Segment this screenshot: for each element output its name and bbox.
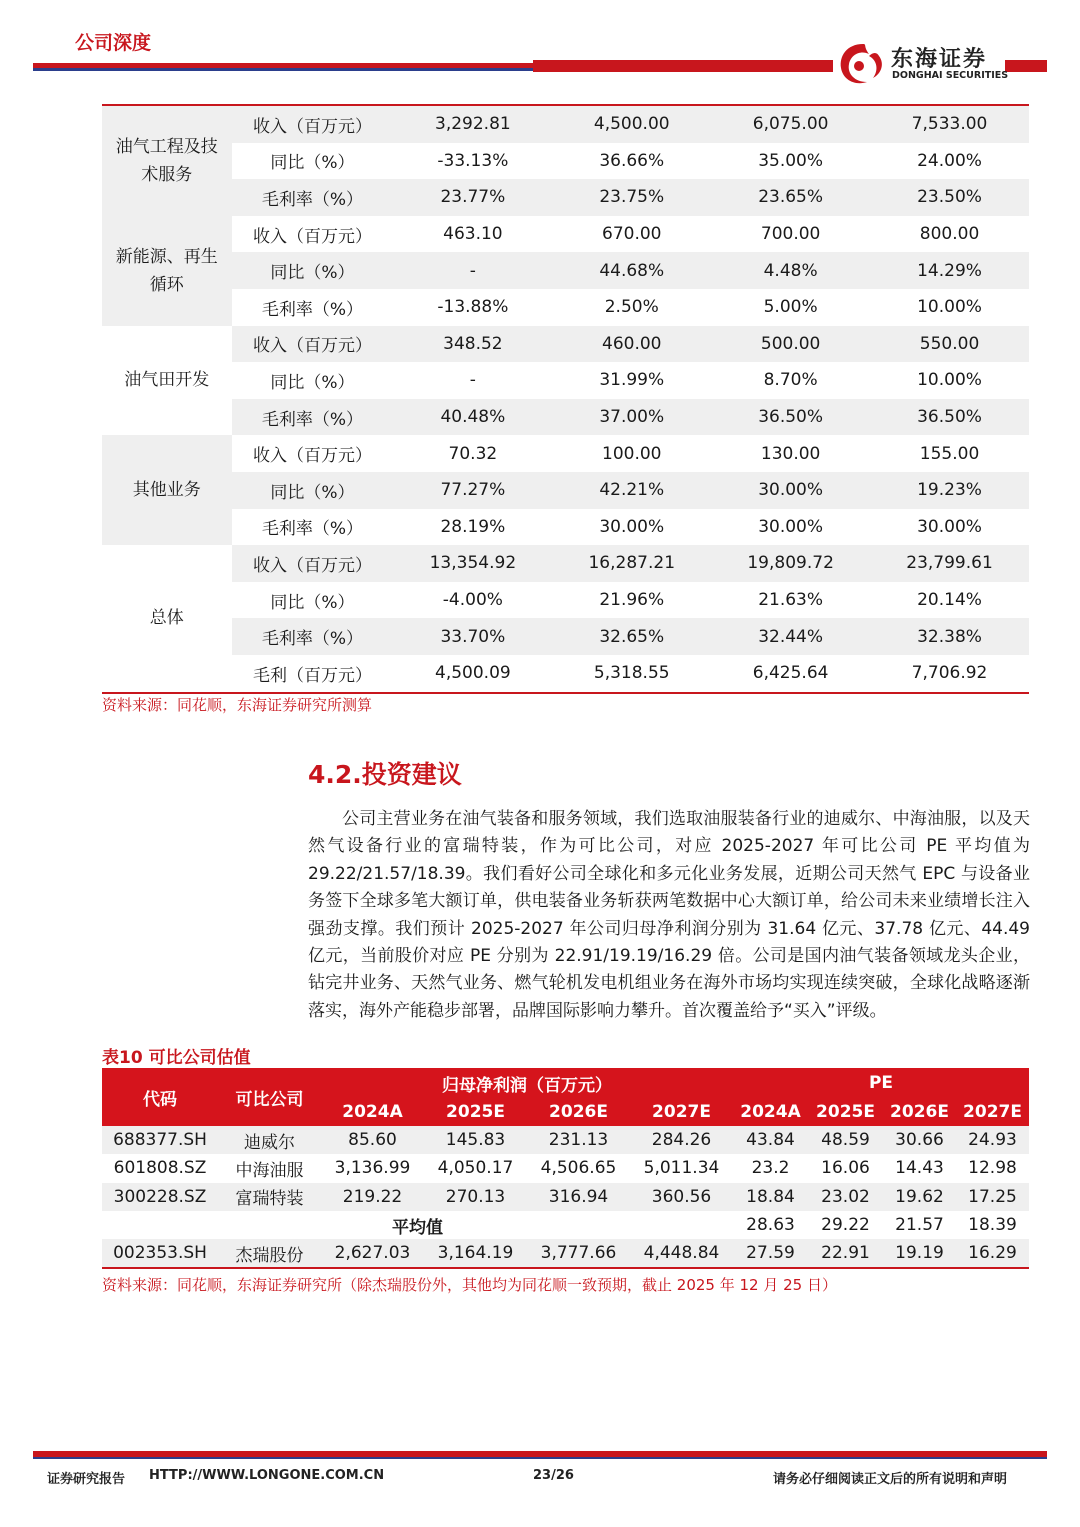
table-source-note: 资料来源：同花顺，东海证券研究所（除杰瑞股份外，其他均为同花顺一致预期，截止 2025 年 12 月 25 日）: [102, 1276, 837, 1294]
cell: 219.22: [321, 1183, 424, 1211]
cell: 23.65%: [711, 179, 870, 216]
cell: 670.00: [602, 224, 662, 245]
metric-label: 同比（%）: [270, 153, 355, 174]
cell: 36.50%: [870, 399, 1029, 436]
cell: 5,011.34: [643, 1158, 720, 1179]
cell: 500.00: [711, 326, 870, 363]
cell: 19.62: [883, 1183, 956, 1211]
cell: -4.00%: [442, 590, 503, 611]
segment-name-line2: 循环: [149, 274, 184, 295]
cell: 19,809.72: [711, 545, 870, 582]
table-row: [102, 105, 1029, 143]
table-row: [102, 179, 1029, 216]
cell: -13.88%: [437, 297, 509, 318]
cell: 23,799.61: [870, 545, 1029, 582]
table-row: [102, 509, 1029, 546]
cell: -: [469, 370, 476, 391]
cell: 42.21%: [552, 472, 711, 509]
cell: 145.83: [424, 1126, 527, 1154]
cell: 550.00: [870, 326, 1029, 363]
footer-bar-accent: [33, 1457, 1047, 1459]
cell: 30.00%: [758, 516, 824, 537]
cell: 77.27%: [393, 472, 552, 509]
table-row: [102, 216, 1029, 253]
cell: 23.77%: [393, 179, 552, 216]
cell: 284.26: [630, 1126, 733, 1154]
footer-report-label: 证券研究报告: [47, 1472, 126, 1487]
table-row: [102, 143, 1029, 180]
cell: 30.00%: [711, 472, 870, 509]
header-bar-accent: [33, 68, 533, 71]
cell: 48.59: [808, 1126, 883, 1154]
cell: 463.10: [443, 224, 503, 245]
table-row: [102, 582, 1029, 619]
table-source-note: 资料来源：同花顺，东海证券研究所测算: [102, 696, 373, 714]
average-label: 平均值: [392, 1217, 443, 1238]
cell: 3,292.81: [393, 105, 552, 143]
average-row: [102, 1211, 1029, 1239]
cell: 30.00%: [599, 516, 665, 537]
cell: 14.29%: [870, 252, 1029, 289]
table-row: [102, 399, 1029, 436]
cell: 36.66%: [599, 150, 665, 171]
header-company: 可比公司: [218, 1068, 321, 1126]
metric-label: 毛利（百万元）: [252, 665, 372, 686]
segment-name: [102, 105, 232, 216]
metric-label: 收入（百万元）: [232, 105, 394, 143]
cell: 28.63: [746, 1215, 795, 1236]
cell: 10.00%: [917, 297, 982, 318]
cell: 4,050.17: [437, 1158, 514, 1179]
cell: 700.00: [760, 224, 821, 245]
metric-label: 同比（%）: [270, 592, 355, 613]
header-year: 2025E: [424, 1098, 527, 1126]
cell: 22.91: [808, 1239, 883, 1268]
cell: 231.13: [527, 1126, 630, 1154]
cell: 4,500.09: [435, 663, 511, 684]
cell: 29.22: [821, 1215, 870, 1236]
segment-name: 总体: [102, 545, 232, 692]
metric-label: 同比（%）: [232, 252, 394, 289]
cell: 23.75%: [552, 179, 711, 216]
table-row: [102, 472, 1029, 509]
segment-name-line1: 新能源、再生: [115, 246, 218, 267]
cell: 70.32: [448, 443, 498, 464]
header-year: 2024A: [321, 1098, 424, 1126]
cell: 36.50%: [711, 399, 870, 436]
cell: 130.00: [760, 443, 821, 464]
cell: 28.19%: [440, 516, 506, 537]
section-title: 4.2.投资建议: [308, 760, 462, 789]
cell: 4,506.65: [540, 1158, 617, 1179]
table-row: [102, 618, 1029, 655]
logo-chinese-text: 东海证券: [891, 47, 988, 72]
header-net-profit: 归母净利润（百万元）: [321, 1068, 733, 1098]
cell: 5,318.55: [593, 663, 670, 684]
cell: 31.99%: [599, 370, 665, 391]
cell: 2.50%: [604, 297, 659, 318]
metric-label: 同比（%）: [270, 372, 355, 393]
cell: 16,287.21: [552, 545, 711, 582]
cell: 21.63%: [758, 590, 824, 611]
header-code: 代码: [102, 1068, 218, 1126]
table-row: [102, 362, 1029, 399]
cell: 24.00%: [917, 150, 982, 171]
comparable-valuation-table: [102, 1068, 1029, 1269]
company-name: 杰瑞股份: [218, 1239, 321, 1268]
table-row: [102, 326, 1029, 363]
cell: 348.52: [393, 326, 552, 363]
cell: 13,354.92: [393, 545, 552, 582]
cell: 32.44%: [711, 618, 870, 655]
cell: 270.13: [424, 1183, 527, 1211]
segment-name: 其他业务: [102, 435, 232, 545]
cell: 21.96%: [599, 590, 665, 611]
table-row: [102, 1183, 1029, 1211]
metric-label: 收入（百万元）: [232, 326, 394, 363]
company-name: 迪威尔: [218, 1126, 321, 1154]
cell: 43.84: [733, 1126, 808, 1154]
cell: 32.65%: [552, 618, 711, 655]
cell: 32.38%: [870, 618, 1029, 655]
cell: 6,425.64: [752, 663, 829, 684]
cell: 8.70%: [763, 370, 818, 391]
cell: 100.00: [602, 443, 662, 464]
header-year: 2026E: [527, 1098, 630, 1126]
cell: 21.57: [895, 1215, 944, 1236]
header-year: 2024A: [733, 1098, 808, 1126]
cell: 23.02: [808, 1183, 883, 1211]
metric-label: 毛利率（%）: [232, 179, 394, 216]
cell: 460.00: [552, 326, 711, 363]
cell: 2,627.03: [321, 1239, 424, 1268]
cell: 4,448.84: [630, 1239, 733, 1268]
cell: 16.29: [956, 1239, 1029, 1268]
header-year: 2025E: [808, 1098, 883, 1126]
segment-name-line1: 油气工程及技: [115, 136, 218, 157]
cell: 18.84: [733, 1183, 808, 1211]
cell: 10.00%: [917, 370, 982, 391]
cell: -: [393, 252, 552, 289]
stock-code: 601808.SZ: [113, 1158, 207, 1179]
cell: 3,136.99: [334, 1158, 411, 1179]
cell: 19.23%: [870, 472, 1029, 509]
company-name: 富瑞特装: [218, 1183, 321, 1211]
cell: 360.56: [630, 1183, 733, 1211]
cell: 24.93: [956, 1126, 1029, 1154]
cell: 800.00: [919, 224, 980, 245]
cell: 44.68%: [552, 252, 711, 289]
company-name: 中海油服: [235, 1160, 304, 1181]
header-bar-right: [533, 60, 833, 72]
cell: 3,164.19: [424, 1239, 527, 1268]
metric-label: 同比（%）: [232, 472, 394, 509]
metric-label: 毛利率（%）: [232, 399, 394, 436]
segment-name-line2: 术服务: [141, 164, 193, 185]
table-row: [102, 1154, 1029, 1182]
table-row: [102, 545, 1029, 582]
header-year: 2027E: [956, 1098, 1029, 1126]
cell: 7,533.00: [870, 105, 1029, 143]
cell: 40.48%: [393, 399, 552, 436]
table-row: [102, 435, 1029, 472]
cell: 14.43: [895, 1158, 944, 1179]
table-row: [102, 252, 1029, 289]
cell: 4.48%: [711, 252, 870, 289]
footer-disclaimer: 请务必仔细阅读正文后的所有说明和声明: [773, 1472, 1008, 1487]
cell: 27.59: [733, 1239, 808, 1268]
cell: 85.60: [321, 1126, 424, 1154]
cell: 30.66: [883, 1126, 956, 1154]
metric-label: 毛利率（%）: [261, 519, 364, 540]
cell: 17.25: [956, 1183, 1029, 1211]
table-row: [102, 289, 1029, 326]
logo-english-text: DONGHAI SECURITIES: [892, 70, 1009, 81]
footer-url-link[interactable]: HTTP://WWW.LONGONE.COM.CN: [149, 1468, 385, 1483]
stock-code: 002353.SH: [102, 1239, 218, 1268]
cell: 3,777.66: [527, 1239, 630, 1268]
table-row: [102, 655, 1029, 693]
cell: 23.2: [751, 1158, 790, 1179]
metric-label: 收入（百万元）: [232, 545, 394, 582]
segment-name: 油气田开发: [102, 326, 232, 436]
header-pe: PE: [733, 1068, 1029, 1098]
metric-label: 收入（百万元）: [252, 226, 372, 247]
cell: 16.06: [821, 1158, 870, 1179]
header-year: 2027E: [630, 1098, 733, 1126]
cell: 18.39: [968, 1215, 1017, 1236]
cell: 20.14%: [917, 590, 982, 611]
segment-forecast-table: [102, 104, 1029, 694]
page-number: 23/26: [533, 1468, 574, 1483]
metric-label: 毛利率（%）: [261, 299, 364, 320]
metric-label: 收入（百万元）: [252, 446, 372, 467]
cell: 155.00: [919, 443, 980, 464]
target-company-row: [102, 1239, 1029, 1268]
cell: 35.00%: [758, 150, 824, 171]
cell: 5.00%: [763, 297, 818, 318]
stock-code: 688377.SH: [102, 1126, 218, 1154]
cell: 4,500.00: [552, 105, 711, 143]
metric-label: 毛利率（%）: [232, 618, 394, 655]
header-year: 2026E: [883, 1098, 956, 1126]
cell: -33.13%: [437, 150, 509, 171]
cell: 37.00%: [552, 399, 711, 436]
cell: 23.50%: [870, 179, 1029, 216]
stock-code: 300228.SZ: [102, 1183, 218, 1211]
cell: 6,075.00: [711, 105, 870, 143]
table-title: 表10 可比公司估值: [102, 1048, 251, 1068]
cell: 12.98: [968, 1158, 1017, 1179]
cell: 33.70%: [393, 618, 552, 655]
cell: 19.19: [883, 1239, 956, 1268]
investment-advice-paragraph: 公司主营业务在油气装备和服务领域，我们选取油服装备行业的迪威尔、中海油服，以及天然气设备行业的富瑞特装，作为可比公司，对应 2025-2027 年可比公司 PE 平均值为 29.22/21.57/18.39。我们看好公司全球化和多元化业务发展，近期公司天然气 EPC 与设备业务签下全球多笔大额订单，供电装备业务斩获两笔数据中心大额订单，给公司未来业绩增长注入强劲支撑。我们预计 2025-2027 年公司归母净利润分别为 31.64 亿元、37.78 亿元、44.49 亿元，当前股价对应 PE 分别为 22.91/19.19/16.29 倍。公司是国内油气装备领域龙头企业，钻完井业务、天然气业务、燃气轮机发电机组业务在海外市场均实现连续突破，全球化战略逐渐落实，海外产能稳步部署，品牌国际影响力攀升。首次覆盖给予“买入”评级。: [308, 809, 1030, 1021]
cell: 30.00%: [917, 516, 982, 537]
table-row: [102, 1126, 1029, 1154]
cell: 316.94: [527, 1183, 630, 1211]
report-type-label: 公司深度: [75, 32, 152, 54]
segment-name: [102, 216, 232, 326]
cell: 7,706.92: [911, 663, 988, 684]
